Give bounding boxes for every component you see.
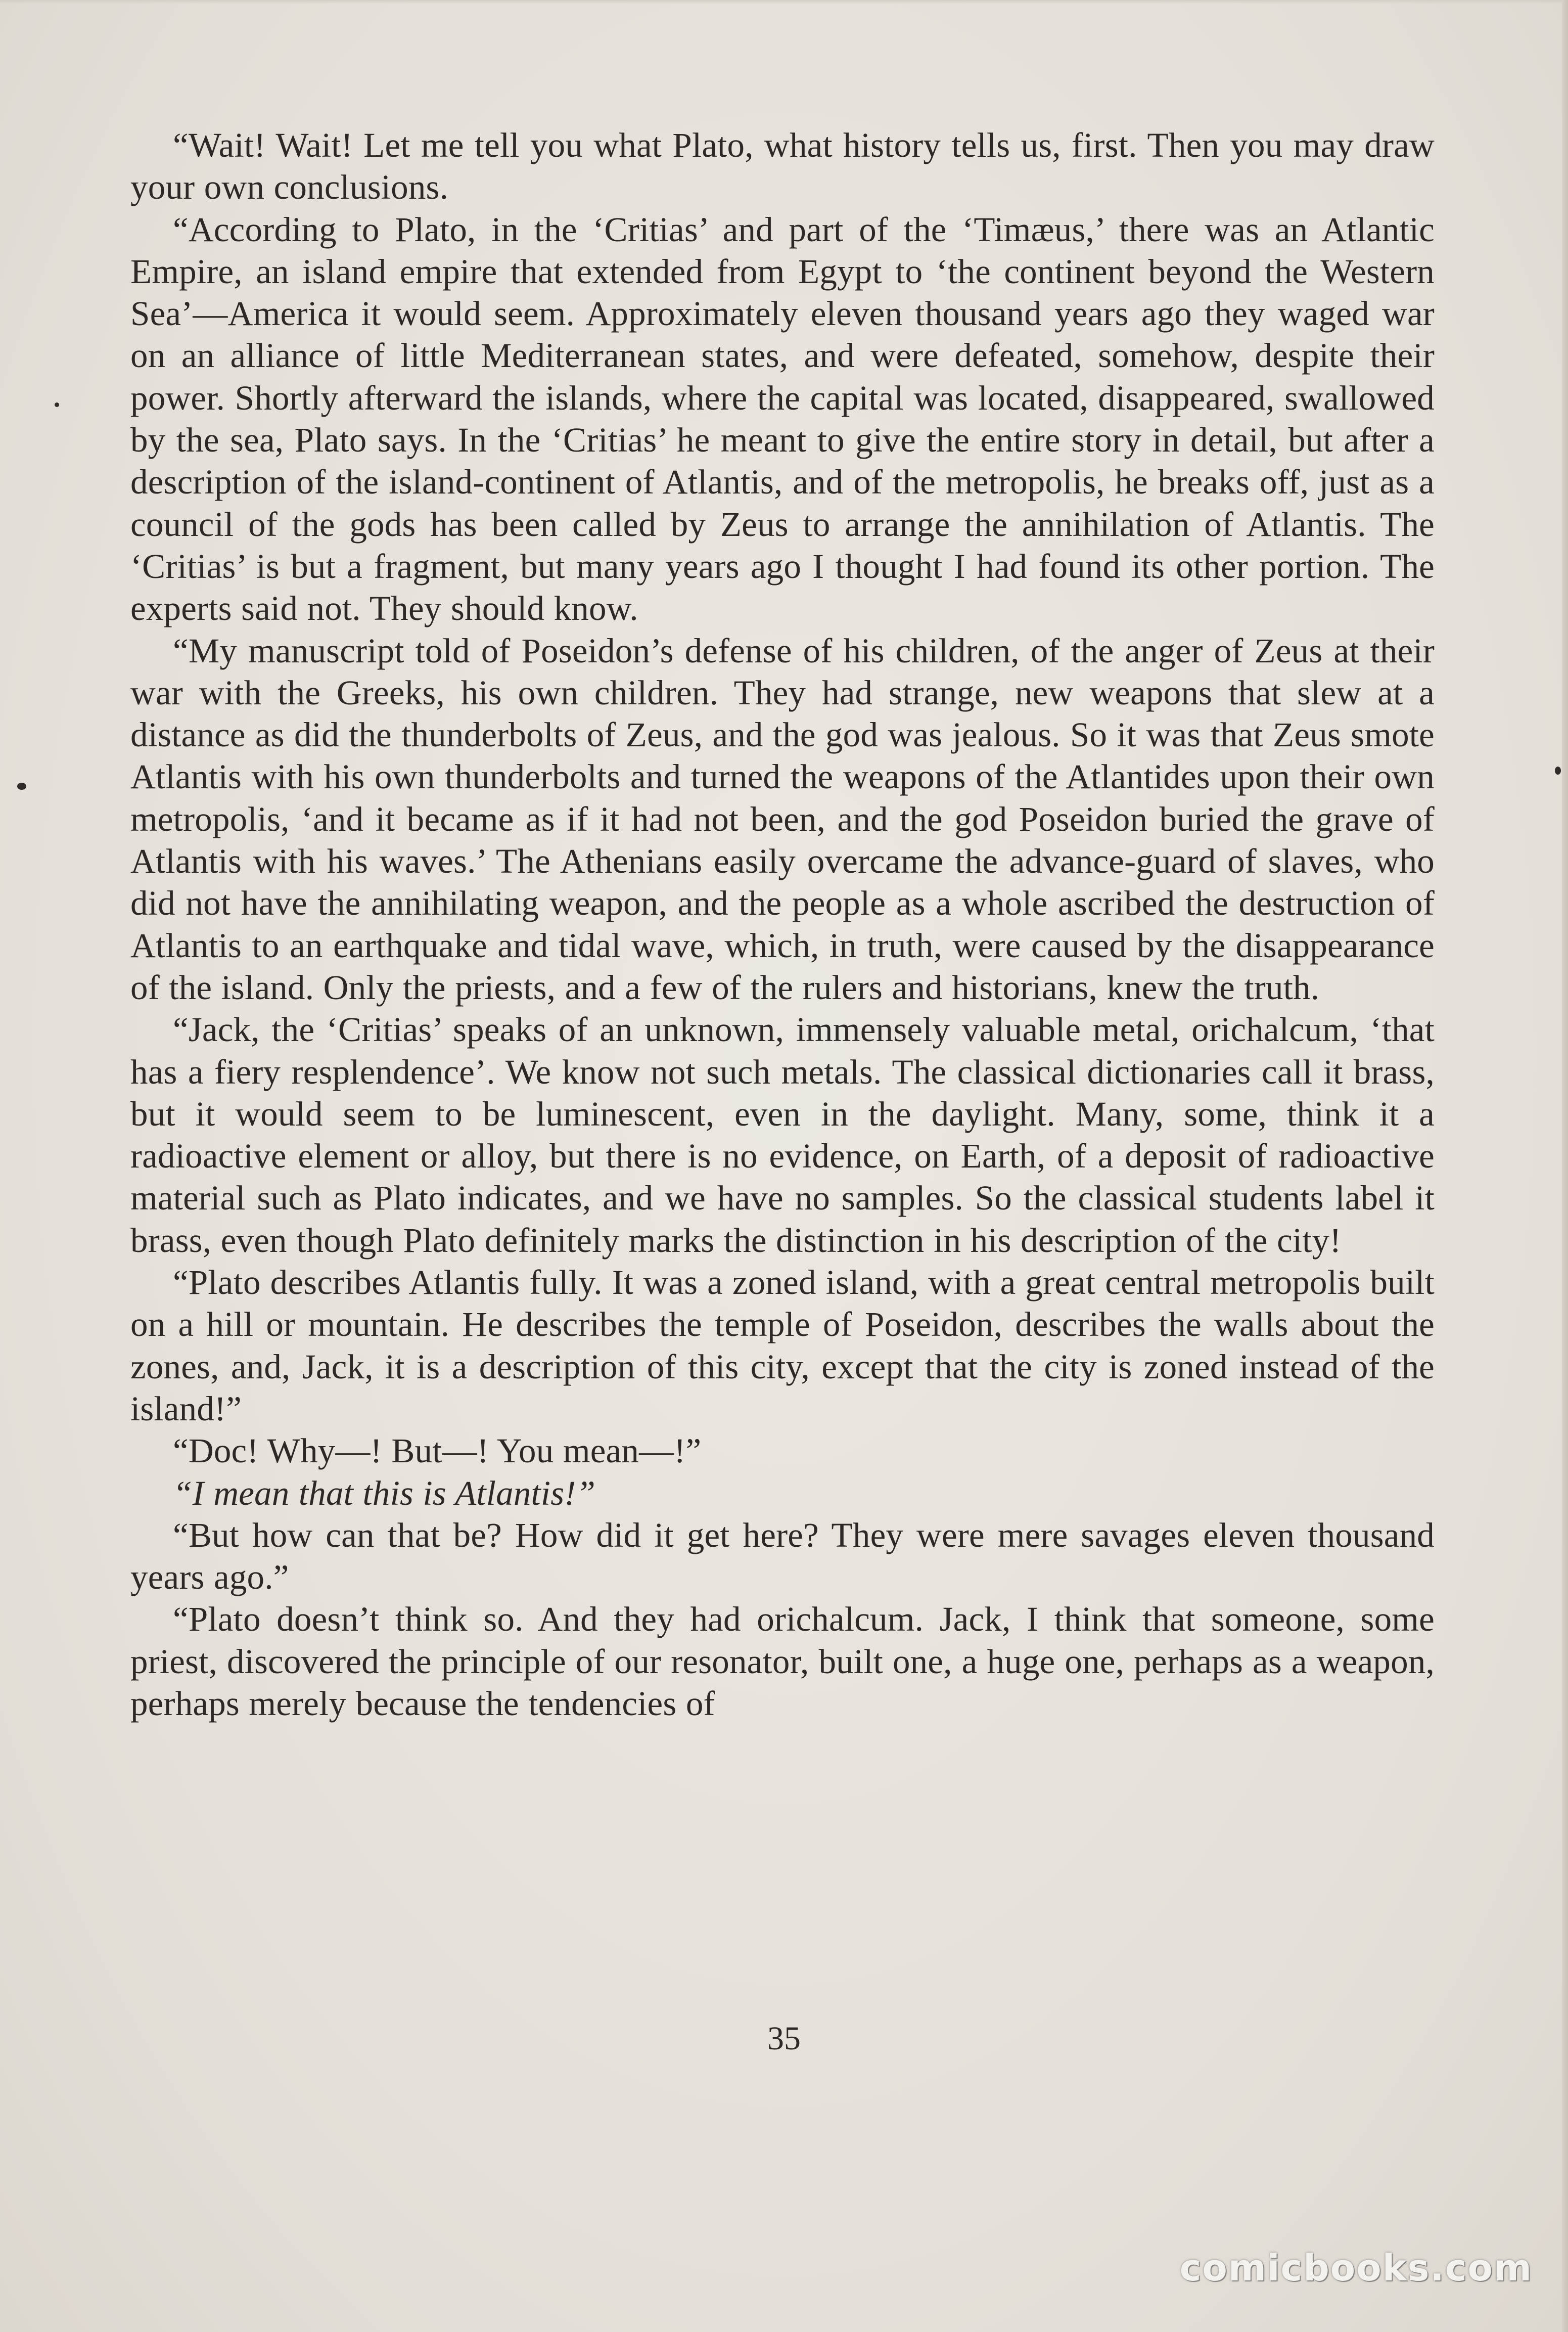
paragraph: “My manuscript told of Poseidon’s defense of his children, of the anger of Zeus at their war with the Greeks, his own children. They had strange, new weapons that slew at a distance as did the thunderbolts of Zeus, and the god was jealous. So it was that Zeus smote Atlantis with his own thunderbolts and turned the weapons of the Atlantides upon their own metropolis, ‘and it became as if it had not been, and the god Poseidon buried the grave of Atlantis with his waves.’ The Athenians easily overcame the advance-guard of slaves, who did not have the annihilating weapon, and the people as a whole ascribed the destruction of Atlantis to an earthquake and tidal wave, which, in truth, were caused by the disappearance of the island. Only the priests, and a few of the rulers and historians, knew the truth. [130, 631, 1435, 1007]
paragraph: “Plato doesn’t think so. And they had orichalcum. Jack, I think that someone, some priest, discovered the principle of our resonator, built one, a huge one, perhaps as a weapon, perhaps merely because the tendencies of [130, 1600, 1435, 1723]
paragraph: “According to Plato, in the ‘Critias’ and part of the ‘Timæus,’ there was an Atlantic Empire, an island empire that extended from Egypt to ‘the continent beyond the Western Sea’—America it would seem. Approximately eleven thousand years ago they waged war on an alliance of little Mediterranean states, and were defeated, somehow, despite their power. Shortly afterward the islands, where the capital was located, disappeared, swallowed by the sea, Plato says. In the ‘Critias’ he meant to give the entire story in detail, but after a description of the island-continent of Atlantis, and of the metropolis, he breaks off, just as a council of the gods has been called by Zeus to arrange the annihilation of Atlantis. The ‘Critias’ is but a fragment, but many years ago I thought I had found its other portion. The experts said not. They should know. [130, 210, 1435, 628]
page-top-shadow [0, 0, 1568, 4]
paragraph: “Wait! Wait! Let me tell you what Plato, what history tells us, first. Then you may draw your own conclusions. [130, 126, 1435, 207]
page-number: 35 [767, 2020, 801, 2057]
print-speck [1555, 767, 1561, 775]
paragraph: “Doc! Why—! But—! You mean—!” [173, 1431, 702, 1470]
paragraph: “I mean that this is Atlantis!” [173, 1473, 596, 1512]
watermark: comicbooks.com [1179, 2247, 1533, 2289]
page-text [130, 124, 1435, 1725]
paragraph: “Jack, the ‘Critias’ speaks of an unknown, immensely valuable metal, orichalcum, ‘that has a fiery resplendence’. We know not such metals. The classical dictionaries call it brass, but it would seem to be luminescent, even in the daylight. Many, some, think it a radioactive element or alloy, but there is no evidence, on Earth, of a deposit of radioactive material such as Plato indicates, and we have no samples. So the classical students label it brass, even though Plato definitely marks the distinction in his description of the city! [130, 1010, 1435, 1260]
print-speck [55, 402, 59, 407]
paragraph: “Plato describes Atlantis fully. It was a zoned island, with a great central metropolis built on a hill or mountain. He describes the temple of Poseidon, describes the walls about the zones, and, Jack, it is a description of this city, except that the city is zoned instead of the island!” [130, 1263, 1435, 1428]
page-edge [1562, 0, 1568, 2332]
paragraph: “But how can that be? How did it get here? They were mere savages eleven thousand years ago.” [130, 1515, 1435, 1597]
print-speck [17, 783, 26, 790]
